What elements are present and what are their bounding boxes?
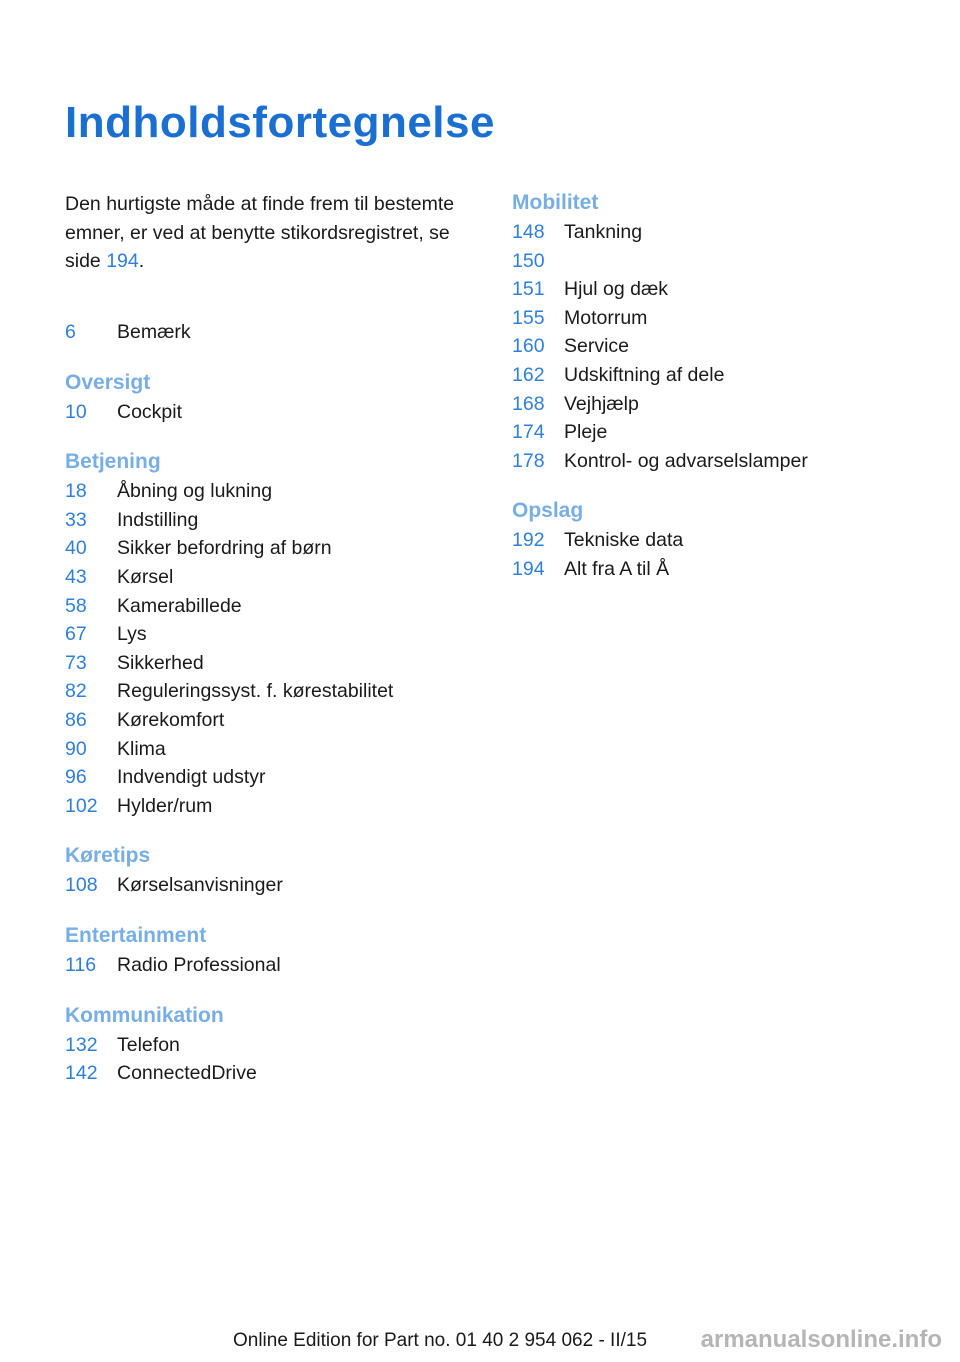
toc-entry-label: Kontrol- og advarselslamper bbox=[564, 449, 808, 472]
toc-entry[interactable] bbox=[65, 951, 485, 980]
toc-entry-label: Lys bbox=[117, 623, 147, 646]
toc-page-number[interactable]: 174 bbox=[512, 421, 545, 444]
toc-entry-label: Åbning og lukning bbox=[117, 480, 273, 503]
toc-entry[interactable] bbox=[65, 706, 485, 735]
toc-page-number[interactable]: 108 bbox=[65, 874, 98, 897]
toc-entry[interactable] bbox=[65, 792, 485, 821]
toc-page-number[interactable]: 82 bbox=[65, 680, 87, 703]
toc-entry[interactable] bbox=[65, 318, 485, 347]
toc-entry[interactable] bbox=[65, 563, 485, 592]
footer-watermark: armanualsonline.info bbox=[700, 1326, 942, 1353]
toc-entry-label: Service bbox=[564, 335, 630, 358]
toc-section-oversigt bbox=[65, 368, 485, 427]
toc-entry[interactable] bbox=[512, 447, 932, 476]
toc-entry-label: Klima bbox=[117, 737, 166, 760]
toc-entry[interactable] bbox=[65, 534, 485, 563]
toc-page-number[interactable]: 150 bbox=[512, 249, 545, 272]
footer-edition: Online Edition for Part no. 01 40 2 954 062 - II/15 bbox=[232, 1330, 648, 1351]
toc-page-number[interactable]: 18 bbox=[65, 480, 87, 503]
intro-text: Den hurtigste måde at finde frem til bestemte emner, er ved at benytte stikordsregistret, se side bbox=[65, 193, 455, 272]
toc-entry-label: Cockpit bbox=[117, 400, 183, 423]
toc-entry[interactable] bbox=[65, 677, 485, 706]
toc-section-mobilitet bbox=[512, 188, 932, 475]
toc-page-number[interactable]: 142 bbox=[65, 1062, 98, 1085]
toc-entry[interactable] bbox=[512, 361, 932, 390]
intro-paragraph bbox=[65, 190, 475, 276]
toc-page-number[interactable]: 40 bbox=[65, 537, 87, 560]
toc-page-number[interactable]: 162 bbox=[512, 363, 545, 386]
toc-page-number[interactable]: 43 bbox=[65, 565, 87, 588]
page-title: Indholdsfortegnelse bbox=[65, 98, 495, 147]
toc-entry-label: Radio Professional bbox=[117, 953, 281, 976]
section-heading: Betjening bbox=[65, 450, 161, 474]
toc-entry[interactable] bbox=[512, 418, 932, 447]
toc-page-number[interactable]: 151 bbox=[512, 278, 545, 301]
toc-page-number[interactable]: 132 bbox=[65, 1033, 98, 1056]
section-heading: Mobilitet bbox=[512, 191, 599, 214]
toc-entry[interactable] bbox=[65, 506, 485, 535]
toc-entry[interactable] bbox=[65, 763, 485, 792]
toc-page-number[interactable]: 67 bbox=[65, 623, 87, 646]
section-heading: Entertainment bbox=[65, 923, 207, 947]
toc-entry-label: Telefon bbox=[117, 1033, 180, 1056]
toc-entry-label: Reguleringssyst. f. kørestabilitet bbox=[117, 680, 394, 703]
toc-entry-label: Sikker befordring af børn bbox=[117, 537, 332, 560]
toc-page-number[interactable]: 155 bbox=[512, 306, 545, 329]
toc-page-number[interactable]: 96 bbox=[65, 766, 87, 789]
toc-page-number[interactable]: 194 bbox=[512, 557, 545, 580]
section-heading: Kommunikation bbox=[65, 1003, 224, 1027]
toc-entry[interactable] bbox=[512, 218, 932, 247]
toc-section-betjening bbox=[65, 447, 485, 820]
toc-entry[interactable] bbox=[512, 390, 932, 419]
toc-entry-label: Pleje bbox=[564, 421, 608, 444]
toc-entry-label: Indvendigt udstyr bbox=[117, 766, 266, 789]
toc-page-number[interactable]: 148 bbox=[512, 221, 545, 243]
toc-entry-label: Kørsel bbox=[117, 565, 174, 588]
toc-page-number[interactable]: 160 bbox=[512, 335, 545, 358]
toc-page-number[interactable]: 10 bbox=[65, 400, 87, 423]
toc-entry-label: Kørekomfort bbox=[117, 708, 225, 731]
toc-entry-label: Udskiftning af dele bbox=[564, 363, 725, 386]
toc-entry[interactable] bbox=[65, 477, 485, 506]
page-footer bbox=[0, 1326, 960, 1353]
intro-end: . bbox=[138, 250, 145, 272]
toc-page-number[interactable]: 58 bbox=[65, 594, 87, 617]
toc-page-number[interactable]: 33 bbox=[65, 508, 87, 531]
toc-entry[interactable] bbox=[512, 526, 932, 555]
toc-entry[interactable] bbox=[65, 649, 485, 678]
toc-page-number[interactable]: 178 bbox=[512, 449, 545, 472]
toc-entry[interactable] bbox=[65, 1059, 485, 1088]
toc-entry-label: ConnectedDrive bbox=[117, 1062, 257, 1085]
toc-section-koretips bbox=[65, 841, 485, 900]
toc-section-entertainment bbox=[65, 921, 485, 980]
toc-entry[interactable] bbox=[512, 304, 932, 333]
toc-entry-label: Bemærk bbox=[117, 321, 191, 343]
toc-page-number[interactable]: 73 bbox=[65, 651, 87, 674]
section-heading: Oversigt bbox=[65, 370, 151, 394]
toc-entry-label: Alt fra A til Å bbox=[564, 557, 670, 580]
toc-entry-label: Sikkerhed bbox=[117, 651, 204, 674]
toc-entry[interactable] bbox=[65, 592, 485, 621]
section-heading: Køretips bbox=[65, 844, 151, 868]
toc-entry-label: Motorrum bbox=[564, 306, 648, 329]
toc-entry[interactable] bbox=[65, 620, 485, 649]
index-page-link[interactable]: 194 bbox=[106, 250, 139, 272]
section-heading: Opslag bbox=[512, 499, 584, 523]
toc-section-opslag bbox=[512, 496, 932, 583]
toc-right-column bbox=[512, 188, 932, 584]
toc-entry[interactable] bbox=[65, 1031, 485, 1060]
toc-entry-label: Kamerabillede bbox=[117, 594, 242, 617]
toc-page-number[interactable]: 168 bbox=[512, 392, 545, 415]
toc-entry[interactable] bbox=[512, 247, 932, 276]
toc-page-number[interactable]: 90 bbox=[65, 737, 87, 760]
toc-entry-label: Tekniske data bbox=[564, 529, 684, 552]
toc-page-number[interactable]: 86 bbox=[65, 708, 87, 731]
toc-section-kommunikation bbox=[65, 1001, 485, 1088]
toc-entry-label: Hylder/rum bbox=[117, 794, 213, 817]
toc-entry[interactable] bbox=[65, 871, 485, 900]
toc-entry[interactable] bbox=[512, 555, 932, 584]
toc-page-number[interactable]: 192 bbox=[512, 529, 545, 552]
toc-entry-label: Tankning bbox=[564, 221, 643, 243]
toc-entry-label: Hjul og dæk bbox=[564, 278, 669, 301]
toc-entry-label: Vejhjælp bbox=[564, 392, 639, 415]
toc-left-column bbox=[65, 318, 485, 1088]
toc-entry[interactable] bbox=[512, 332, 932, 361]
toc-entry[interactable] bbox=[65, 735, 485, 764]
toc-entry-label: Indstilling bbox=[117, 508, 199, 531]
toc-page-number[interactable]: 116 bbox=[65, 953, 97, 976]
toc-page-number[interactable]: 102 bbox=[65, 794, 98, 817]
toc-entry-label: Kørselsanvisninger bbox=[117, 874, 283, 897]
toc-page-number[interactable]: 6 bbox=[65, 321, 76, 343]
toc-section bbox=[65, 318, 485, 347]
toc-entry[interactable] bbox=[65, 398, 485, 427]
toc-entry[interactable] bbox=[512, 275, 932, 304]
